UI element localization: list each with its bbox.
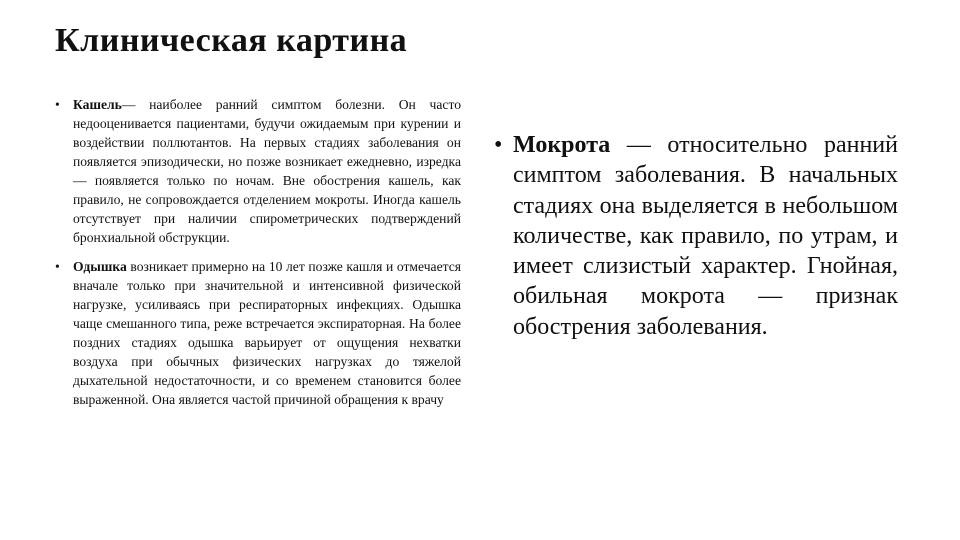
text-cough: — наиболее ранний симптом болезни. Он часто недооценивается пациентами, будучи ожидаемым при курении и воздействии поллютантов. На первых стадиях заболевания он появляется эпизодически, но позже возникает ежедневно, изредка — появляется только по ночам. Вне обострения кашель, как правило, не сопровождается отделением мокроты. Иногда кашель отсутствует при наличии спирометрических подтверждений бронхиальной обструкции. (73, 97, 461, 245)
bullet-icon: • (494, 132, 503, 158)
text-sputum: — относительно ранний симптом заболевания. В начальных стадиях она выделяется в небольшом количестве, как правило, по утрам, и имеет слизистый характер. Гнойная, обильная мокрота — признак обострения заболевания. (513, 132, 898, 340)
term-sputum: Мокрота (513, 132, 611, 158)
list-item-dyspnea (55, 257, 461, 409)
list-item-sputum (494, 130, 898, 342)
list-item-cough (55, 95, 461, 247)
bullet-icon: • (55, 97, 60, 112)
right-column (494, 130, 898, 342)
slide-title: Клиническая картина (55, 22, 408, 59)
term-cough: Кашель (73, 97, 122, 112)
text-dyspnea: возникает примерно на 10 лет позже кашля и отмечается вначале только при значительной и интенсивной физической нагрузке, усиливаясь при респираторных инфекциях. Одышка чаще смешанного типа, реже встречается экспираторная. На более поздних стадиях одышка варьирует от ощущения нехватки воздуха при обычных физических нагрузках до тяжелой дыхательной недостаточности, и со временем становится более выраженной. Она является частой причиной обращения к врачу (73, 259, 461, 407)
left-column (55, 95, 461, 419)
term-dyspnea: Одышка (73, 259, 127, 274)
bullet-icon: • (55, 259, 60, 274)
